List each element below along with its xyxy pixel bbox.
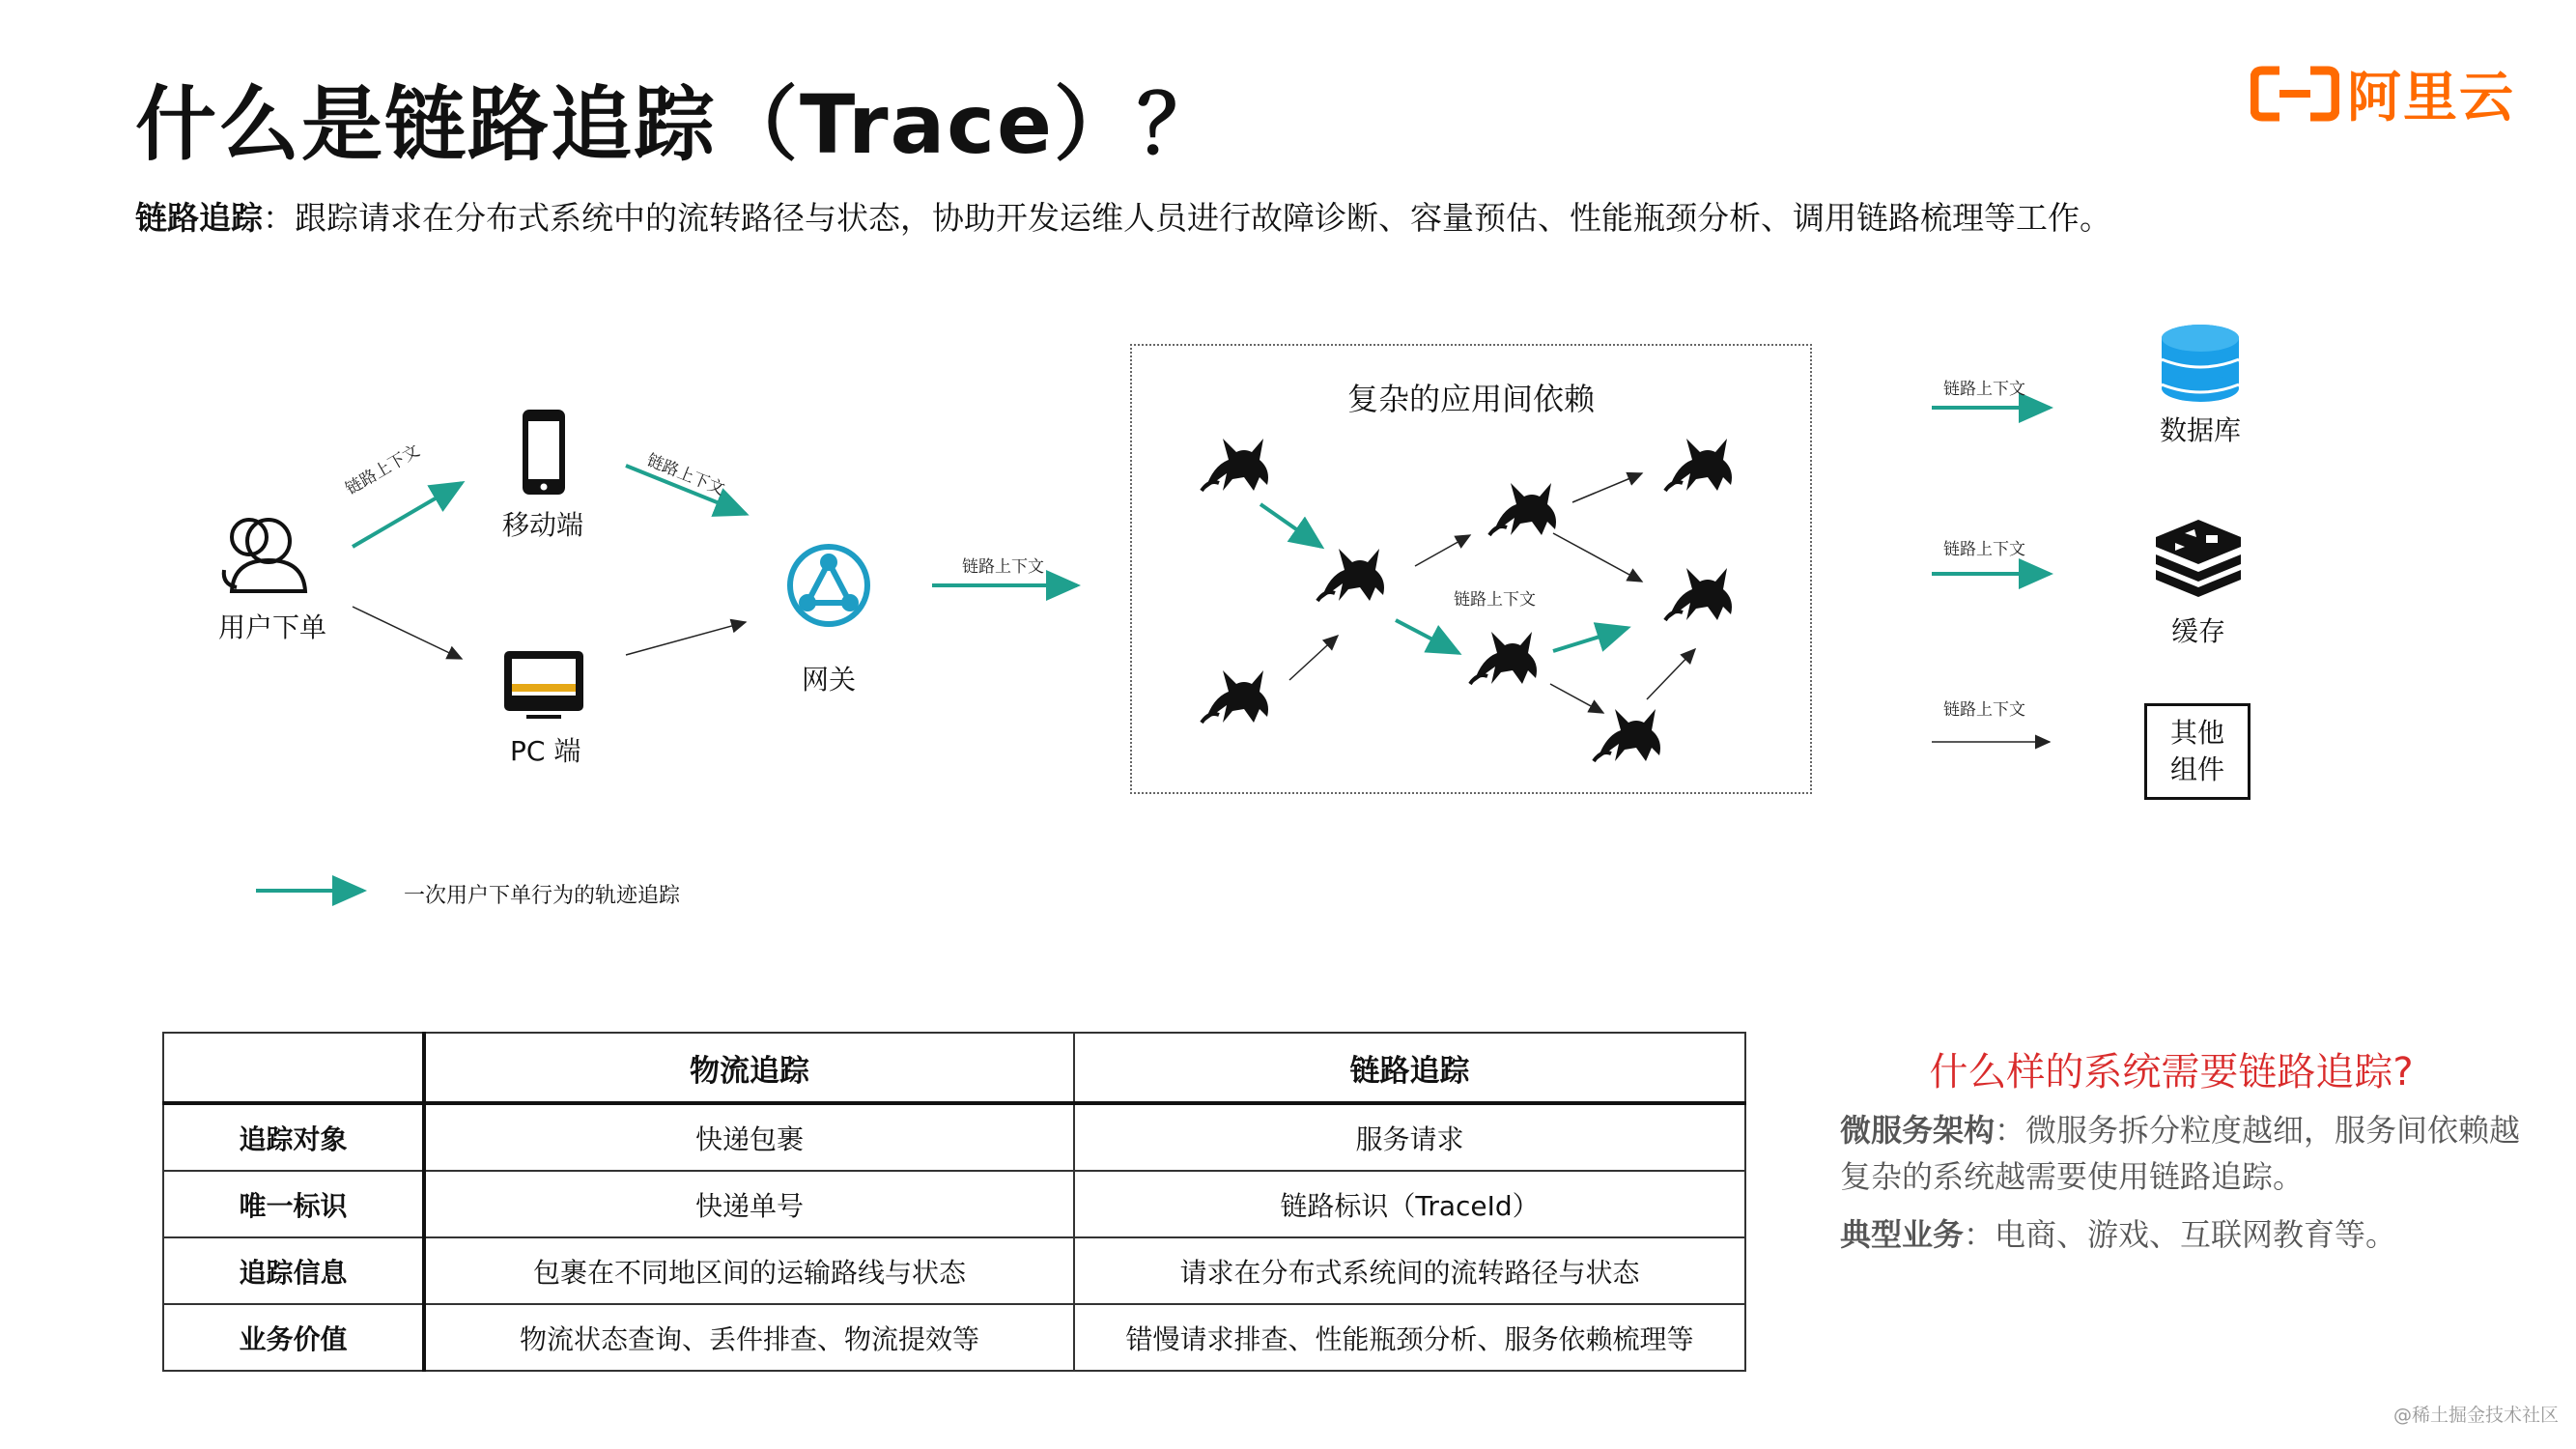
table-row xyxy=(163,1304,1745,1371)
edge-label-user-mobile: 链路上下文 xyxy=(342,440,424,499)
paragraph-2-term: 典型业务 xyxy=(1840,1216,1965,1253)
node-cache-label: 缓存 xyxy=(2171,615,2226,647)
table-cell: 快递包裹 xyxy=(424,1103,1074,1171)
table-cell: 包裹在不同地区间的运输路线与状态 xyxy=(424,1237,1074,1304)
table-row-header: 追踪对象 xyxy=(163,1103,424,1171)
paragraph-1-text: ：微服务拆分粒度越细，服务间依赖越复杂的系统越需要使用链路追踪。 xyxy=(1840,1112,2521,1195)
table-row-header: 追踪信息 xyxy=(163,1237,424,1304)
table-row-header: 唯一标识 xyxy=(163,1171,424,1237)
database-icon xyxy=(2162,325,2239,402)
node-user-label: 用户下单 xyxy=(218,611,327,643)
arrow-pc-to-gateway xyxy=(626,622,746,655)
paragraph-1-term: 微服务架构 xyxy=(1840,1112,1996,1149)
edge-label-mobile-gateway: 链路上下文 xyxy=(643,450,727,500)
gateway-icon xyxy=(790,547,867,624)
table-header-cell: 物流追踪 xyxy=(424,1033,1074,1103)
table-cell: 错慢请求排查、性能瓶颈分析、服务依赖梳理等 xyxy=(1074,1304,1745,1371)
legend-label: 一次用户下单行为的轨迹追踪 xyxy=(404,884,681,908)
arrow-user-to-mobile xyxy=(353,483,462,547)
table-header-row xyxy=(163,1033,1745,1103)
table-cell: 请求在分布式系统间的流转路径与状态 xyxy=(1074,1237,1745,1304)
node-database-label: 数据库 xyxy=(2160,414,2242,446)
paragraph-2-text: ：电商、游戏、互联网教育等。 xyxy=(1964,1216,2397,1253)
table-cell: 服务请求 xyxy=(1074,1103,1745,1171)
logo-text: 阿里云 xyxy=(2347,67,2515,129)
edge-label-other: 链路上下文 xyxy=(1943,700,2025,720)
question-paragraph-1 xyxy=(1840,1107,2535,1200)
watermark: @稀土掘金技术社区 xyxy=(2393,1405,2560,1426)
cache-icon xyxy=(2156,520,2241,597)
table-header-cell xyxy=(163,1033,424,1103)
node-pc-label: PC 端 xyxy=(510,735,581,767)
definition-term: 链路追踪 xyxy=(135,199,263,237)
pc-monitor-icon xyxy=(504,651,583,719)
question-title: 什么样的系统需要链路追踪? xyxy=(1929,1050,2414,1094)
table-row xyxy=(163,1103,1745,1171)
question-paragraph-2 xyxy=(1840,1211,2535,1258)
comparison-table xyxy=(162,1032,1746,1372)
table-row xyxy=(163,1237,1745,1304)
arrow-user-to-pc xyxy=(353,607,462,659)
table-row xyxy=(163,1171,1745,1237)
other-line-1: 其他 xyxy=(2169,717,2224,749)
user-icon xyxy=(224,520,305,591)
node-other-components xyxy=(2144,703,2250,800)
service-dependency-title: 复杂的应用间依赖 xyxy=(1346,381,1595,417)
definition-text: ：跟踪请求在分布式系统中的流转路径与状态，协助开发运维人员进行故障诊断、容量预估、性能瓶颈分析、调用链路梳理等工作。 xyxy=(263,199,2111,237)
edge-label-gateway-services: 链路上下文 xyxy=(962,557,1044,577)
node-mobile-label: 移动端 xyxy=(502,509,584,541)
edge-label-database: 链路上下文 xyxy=(1943,380,2025,399)
page-title: 什么是链路追踪（Trace）？ xyxy=(135,77,1220,172)
node-gateway-label: 网关 xyxy=(802,664,857,696)
table-cell: 快递单号 xyxy=(424,1171,1074,1237)
edge-label-services: 链路上下文 xyxy=(1454,590,1536,610)
other-line-2: 组件 xyxy=(2169,753,2224,785)
table-cell: 物流状态查询、丢件排查、物流提效等 xyxy=(424,1304,1074,1371)
table-header-cell: 链路追踪 xyxy=(1074,1033,1745,1103)
mobile-phone-icon xyxy=(523,410,565,495)
table-row-header: 业务价值 xyxy=(163,1304,424,1371)
edge-label-cache: 链路上下文 xyxy=(1943,540,2025,559)
table-cell: 链路标识（TraceId） xyxy=(1074,1171,1745,1237)
